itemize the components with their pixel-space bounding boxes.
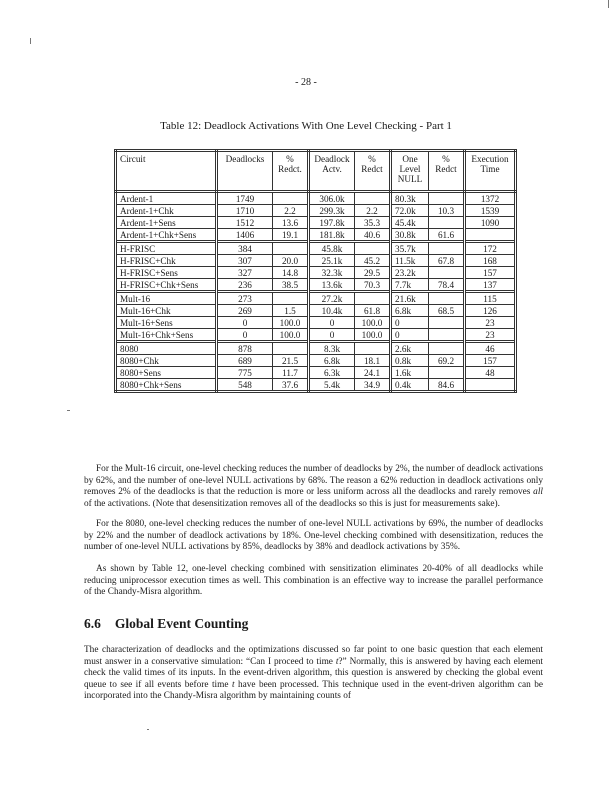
cell-pct-redct-deadlocks: 38.5 [273, 279, 309, 292]
cell-pct-redct-deadlocks: 20.0 [273, 255, 309, 267]
cell-deadlocks: 1749 [217, 192, 273, 205]
cell-deadlock-actv: 5.4k [309, 379, 355, 392]
table-row [116, 329, 516, 342]
cell-circuit: Mult-16+Chk [116, 305, 217, 317]
table-row [116, 217, 516, 229]
cell-deadlock-actv: 8.3k [309, 342, 355, 355]
cell-pct-redct-deadlocks: 37.6 [273, 379, 309, 392]
cell-one-level-null: 72.0k [391, 205, 429, 217]
cell-execution-time: 115 [465, 292, 516, 305]
table-body [116, 192, 516, 392]
cell-pct-redct-actv: 45.2 [355, 255, 391, 267]
table-row [116, 379, 516, 392]
scan-artifact-mark [67, 410, 70, 411]
section-number: 6.6 [84, 616, 101, 631]
cell-one-level-null: 7.7k [391, 279, 429, 292]
table-row [116, 192, 516, 205]
cell-pct-redct-actv: 61.8 [355, 305, 391, 317]
cell-circuit: H-FRISC [116, 242, 217, 255]
cell-pct-redct-null [429, 367, 465, 379]
cell-circuit: 8080+Chk+Sens [116, 379, 217, 392]
cell-circuit: H-FRISC+Sens [116, 267, 217, 279]
cell-circuit: Ardent-1+Chk+Sens [116, 229, 217, 242]
cell-pct-redct-null [429, 329, 465, 342]
cell-pct-redct-deadlocks [273, 192, 309, 205]
deadlock-activations-table [114, 149, 517, 393]
header-pct-redct-3: % Redct [429, 151, 465, 192]
cell-circuit: 8080+Sens [116, 367, 217, 379]
page-number: - 28 - [295, 77, 317, 88]
cell-circuit: 8080+Chk [116, 355, 217, 367]
table-row [116, 317, 516, 329]
cell-deadlock-actv: 197.8k [309, 217, 355, 229]
cell-pct-redct-actv [355, 192, 391, 205]
cell-pct-redct-null [429, 242, 465, 255]
cell-pct-redct-actv [355, 342, 391, 355]
cell-deadlock-actv: 45.8k [309, 242, 355, 255]
cell-one-level-null: 6.8k [391, 305, 429, 317]
cell-execution-time: 46 [465, 342, 516, 355]
cell-pct-redct-null: 61.6 [429, 229, 465, 242]
paragraph-8080: For the 8080, one-level checking reduces the number of one-level NULL activations by 69%, the number of deadlocks by 22% and the number of deadlock activations by 18%. One-level checking combined with desensitization, reduces the number of one-level NULL activations by 85%, deadlocks by 38% and deadlock activations by 35%. [84, 519, 543, 553]
cell-execution-time: 168 [465, 255, 516, 267]
table-row [116, 355, 516, 367]
cell-execution-time: 1372 [465, 192, 516, 205]
cell-execution-time: 1090 [465, 217, 516, 229]
cell-deadlocks: 775 [217, 367, 273, 379]
table-row [116, 305, 516, 317]
cell-execution-time: 1539 [465, 205, 516, 217]
cell-circuit: H-FRISC+Chk+Sens [116, 279, 217, 292]
cell-pct-redct-null [429, 342, 465, 355]
header-execution-time: Execution Time [465, 151, 516, 192]
table-caption: Table 12: Deadlock Activations With One Level Checking - Part 1 [160, 120, 452, 132]
cell-deadlocks: 1406 [217, 229, 273, 242]
cell-circuit: Ardent-1+Chk [116, 205, 217, 217]
cell-pct-redct-deadlocks: 19.1 [273, 229, 309, 242]
cell-pct-redct-actv [355, 292, 391, 305]
cell-deadlocks: 548 [217, 379, 273, 392]
cell-one-level-null: 21.6k [391, 292, 429, 305]
cell-deadlocks: 307 [217, 255, 273, 267]
cell-deadlocks: 0 [217, 329, 273, 342]
cell-execution-time: 126 [465, 305, 516, 317]
cell-deadlocks: 1710 [217, 205, 273, 217]
cell-one-level-null: 0 [391, 329, 429, 342]
cell-deadlock-actv: 25.1k [309, 255, 355, 267]
table-row [116, 205, 516, 217]
table-row [116, 279, 516, 292]
cell-pct-redct-deadlocks: 11.7 [273, 367, 309, 379]
cell-pct-redct-null [429, 317, 465, 329]
paragraph-global-event-counting: The characterization of deadlocks and the optimizations discussed so far point to one basic question that each element must answer in a conservative simulation: “Can I proceed to time t?” Normally, this is answered by having each element check the valid times of its inputs. In the event-driven algorithm, this question is answered by checking the global event queue to see if all events before time t have been processed. This technique used in the event-driven algorithm can be incorporated into the Chandy-Misra algorithm by maintaining counts of [84, 645, 544, 702]
cell-pct-redct-actv: 2.2 [355, 205, 391, 217]
cell-one-level-null: 11.5k [391, 255, 429, 267]
cell-one-level-null: 0.8k [391, 355, 429, 367]
cell-deadlocks: 1512 [217, 217, 273, 229]
cell-pct-redct-null: 69.2 [429, 355, 465, 367]
cell-one-level-null: 2.6k [391, 342, 429, 355]
header-deadlocks: Deadlocks [217, 151, 273, 192]
cell-deadlocks: 269 [217, 305, 273, 317]
cell-pct-redct-deadlocks [273, 242, 309, 255]
cell-pct-redct-deadlocks: 21.5 [273, 355, 309, 367]
section-title: Global Event Counting [114, 616, 249, 631]
cell-pct-redct-deadlocks: 14.8 [273, 267, 309, 279]
cell-deadlocks: 236 [217, 279, 273, 292]
cell-deadlocks: 689 [217, 355, 273, 367]
cell-execution-time: 48 [465, 367, 516, 379]
cell-pct-redct-null [429, 292, 465, 305]
cell-pct-redct-deadlocks [273, 292, 309, 305]
cell-pct-redct-actv: 29.5 [355, 267, 391, 279]
header-circuit: Circuit [116, 151, 217, 192]
cell-circuit: Mult-16+Chk+Sens [116, 329, 217, 342]
cell-one-level-null: 80.3k [391, 192, 429, 205]
paragraph-summary: As shown by Table 12, one-level checking combined with sensitization eliminates 20-40% of all deadlocks while reducing uniprocessor execution times as well. This combination is an effective way to increase the parallel performance of the Chandy-Misra algorithm. [84, 564, 543, 598]
cell-circuit: 8080 [116, 342, 217, 355]
cell-circuit: H-FRISC+Chk [116, 255, 217, 267]
cell-pct-redct-null [429, 217, 465, 229]
cell-execution-time: 157 [465, 355, 516, 367]
cell-pct-redct-null [429, 192, 465, 205]
header-pct-redct-1: % Redct. [273, 151, 309, 192]
cell-deadlock-actv: 32.3k [309, 267, 355, 279]
cell-pct-redct-deadlocks: 1.5 [273, 305, 309, 317]
cell-deadlocks: 273 [217, 292, 273, 305]
cell-deadlock-actv: 10.4k [309, 305, 355, 317]
cell-pct-redct-null [429, 267, 465, 279]
cell-circuit: Mult-16 [116, 292, 217, 305]
cell-pct-redct-actv: 100.0 [355, 329, 391, 342]
cell-one-level-null: 45.4k [391, 217, 429, 229]
scan-artifact-mark [30, 38, 31, 44]
cell-execution-time [465, 229, 516, 242]
cell-pct-redct-deadlocks: 100.0 [273, 329, 309, 342]
table-row [116, 242, 516, 255]
cell-execution-time: 137 [465, 279, 516, 292]
header-deadlock-actv: Deadlock Actv. [309, 151, 355, 192]
paragraph-mult16: For the Mult-16 circuit, one-level checking reduces the number of deadlocks by 2%, the number of deadlock activations by 62%, and the number of one-level NULL activations by 68%. The reason a 62% reduction in deadlock activations only removes 2% of the deadlocks is that the reduction is more or less uniform across all the deadlocks and rarely removes all of the activations. (Note that desensitization removes all of the deadlocks so this is just for measurements sake). [84, 464, 543, 509]
cell-pct-redct-actv [355, 242, 391, 255]
cell-deadlock-actv: 6.8k [309, 355, 355, 367]
cell-one-level-null: 23.2k [391, 267, 429, 279]
cell-circuit: Mult-16+Sens [116, 317, 217, 329]
cell-deadlock-actv: 181.8k [309, 229, 355, 242]
cell-deadlocks: 0 [217, 317, 273, 329]
cell-pct-redct-null: 67.8 [429, 255, 465, 267]
table-row [116, 267, 516, 279]
cell-deadlock-actv: 27.2k [309, 292, 355, 305]
scan-artifact-mark [608, 0, 609, 8]
cell-one-level-null: 0.4k [391, 379, 429, 392]
cell-deadlocks: 384 [217, 242, 273, 255]
cell-pct-redct-deadlocks: 2.2 [273, 205, 309, 217]
header-one-level-null: One Level NULL [391, 151, 429, 192]
cell-circuit: Ardent-1+Sens [116, 217, 217, 229]
cell-deadlock-actv: 306.0k [309, 192, 355, 205]
table-header-row [116, 151, 516, 192]
cell-pct-redct-actv: 100.0 [355, 317, 391, 329]
table-row [116, 229, 516, 242]
cell-pct-redct-null: 78.4 [429, 279, 465, 292]
cell-one-level-null: 1.6k [391, 367, 429, 379]
cell-deadlocks: 327 [217, 267, 273, 279]
cell-deadlock-actv: 0 [309, 317, 355, 329]
cell-one-level-null: 30.8k [391, 229, 429, 242]
section-heading [84, 616, 248, 632]
table-row [116, 342, 516, 355]
cell-deadlocks: 878 [217, 342, 273, 355]
cell-execution-time: 157 [465, 267, 516, 279]
cell-pct-redct-deadlocks: 13.6 [273, 217, 309, 229]
cell-pct-redct-actv: 34.9 [355, 379, 391, 392]
table-row [116, 292, 516, 305]
cell-circuit: Ardent-1 [116, 192, 217, 205]
cell-execution-time: 23 [465, 329, 516, 342]
cell-pct-redct-deadlocks [273, 342, 309, 355]
scan-artifact-mark [147, 729, 149, 730]
cell-execution-time: 172 [465, 242, 516, 255]
cell-pct-redct-null: 10.3 [429, 205, 465, 217]
cell-pct-redct-deadlocks: 100.0 [273, 317, 309, 329]
cell-one-level-null: 35.7k [391, 242, 429, 255]
cell-deadlock-actv: 6.3k [309, 367, 355, 379]
cell-execution-time: 23 [465, 317, 516, 329]
cell-pct-redct-null: 84.6 [429, 379, 465, 392]
cell-deadlock-actv: 0 [309, 329, 355, 342]
cell-pct-redct-null: 68.5 [429, 305, 465, 317]
cell-one-level-null: 0 [391, 317, 429, 329]
cell-pct-redct-actv: 35.3 [355, 217, 391, 229]
cell-pct-redct-actv: 24.1 [355, 367, 391, 379]
table-row [116, 367, 516, 379]
cell-deadlock-actv: 299.3k [309, 205, 355, 217]
table-row [116, 255, 516, 267]
cell-pct-redct-actv: 18.1 [355, 355, 391, 367]
cell-deadlock-actv: 13.6k [309, 279, 355, 292]
cell-execution-time [465, 379, 516, 392]
cell-pct-redct-actv: 40.6 [355, 229, 391, 242]
cell-pct-redct-actv: 70.3 [355, 279, 391, 292]
header-pct-redct-2: % Redct [355, 151, 391, 192]
